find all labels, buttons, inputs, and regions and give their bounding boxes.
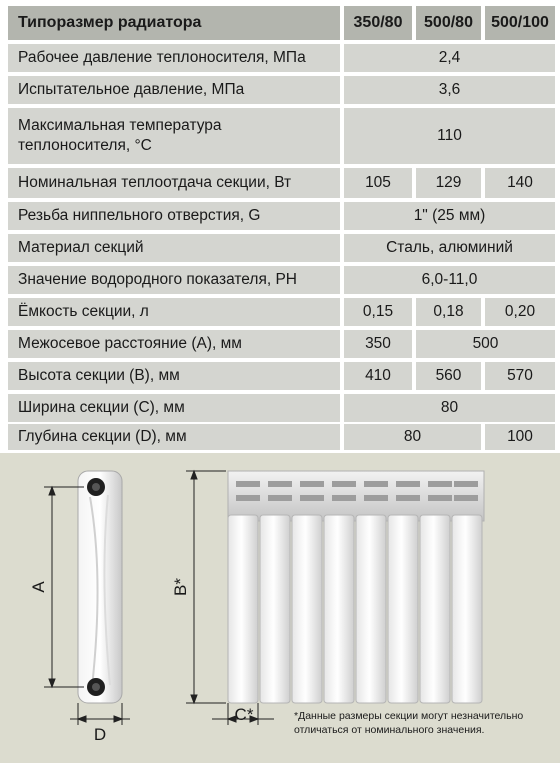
- row-label: Испытательное давление, МПа: [8, 76, 340, 104]
- row-value: 129: [416, 168, 481, 198]
- label-b: В*: [171, 578, 190, 596]
- row-capacity: [0, 298, 560, 326]
- row-value: 1" (25 мм): [344, 202, 555, 230]
- row-test-pressure: [0, 76, 560, 104]
- header-model-500-80: 500/80: [416, 6, 481, 40]
- header-model-350-80: 350/80: [344, 6, 412, 40]
- row-label: Максимальная температура теплоносителя, °С: [8, 108, 340, 164]
- row-heat-output: [0, 168, 560, 198]
- row-value: 0,18: [416, 298, 481, 326]
- row-label: Глубина секции (D), мм: [8, 424, 340, 450]
- row-nipple-thread: [0, 202, 560, 230]
- row-material: [0, 234, 560, 262]
- header-title: Типоразмер радиатора: [8, 6, 340, 40]
- label-c: С*: [234, 705, 254, 724]
- row-label: Значение водородного показателя, PH: [8, 266, 340, 294]
- row-depth: [0, 424, 560, 450]
- row-value: 80: [344, 424, 481, 450]
- row-label: Высота секции (В), мм: [8, 362, 340, 390]
- header-model-500-100: 500/100: [485, 6, 555, 40]
- row-value: 140: [485, 168, 555, 198]
- dimension-b: [186, 471, 226, 703]
- row-value: 110: [344, 108, 555, 164]
- row-value: 3,6: [344, 76, 555, 104]
- row-value: 500: [416, 330, 555, 358]
- row-value: 560: [416, 362, 481, 390]
- row-value: 0,15: [344, 298, 412, 326]
- row-height: [0, 362, 560, 390]
- radiator-front-view: [228, 471, 484, 703]
- row-value: 350: [344, 330, 412, 358]
- row-label: Резьба ниппельного отверстия, G: [8, 202, 340, 230]
- row-center-distance: [0, 330, 560, 358]
- row-label: Материал секций: [8, 234, 340, 262]
- row-value: 6,0-11,0: [344, 266, 555, 294]
- row-value: 570: [485, 362, 555, 390]
- row-label: Ширина секции (С), мм: [8, 394, 340, 422]
- row-value: 100: [485, 424, 555, 450]
- table-header: [0, 6, 560, 40]
- row-max-temperature: [0, 108, 560, 164]
- row-value: 80: [344, 394, 555, 422]
- row-value: Сталь, алюминий: [344, 234, 555, 262]
- radiator-side-view: [78, 471, 122, 703]
- row-label: Номинальная теплоотдача секции, Вт: [8, 168, 340, 198]
- dimension-d: [70, 703, 130, 725]
- row-label: Межосевое расстояние (А), мм: [8, 330, 340, 358]
- row-label: Ёмкость секции, л: [8, 298, 340, 326]
- row-label: Рабочее давление теплоносителя, МПа: [8, 44, 340, 72]
- label-a: А: [29, 581, 48, 593]
- row-value: 0,20: [485, 298, 555, 326]
- row-ph: [0, 266, 560, 294]
- row-value: 2,4: [344, 44, 555, 72]
- footnote: *Данные размеры секции могут незначительно отличаться от номинального значения.: [294, 710, 524, 736]
- row-working-pressure: [0, 44, 560, 72]
- row-width: [0, 394, 560, 422]
- row-value: 105: [344, 168, 412, 198]
- row-value: 410: [344, 362, 412, 390]
- label-d: D: [93, 725, 107, 744]
